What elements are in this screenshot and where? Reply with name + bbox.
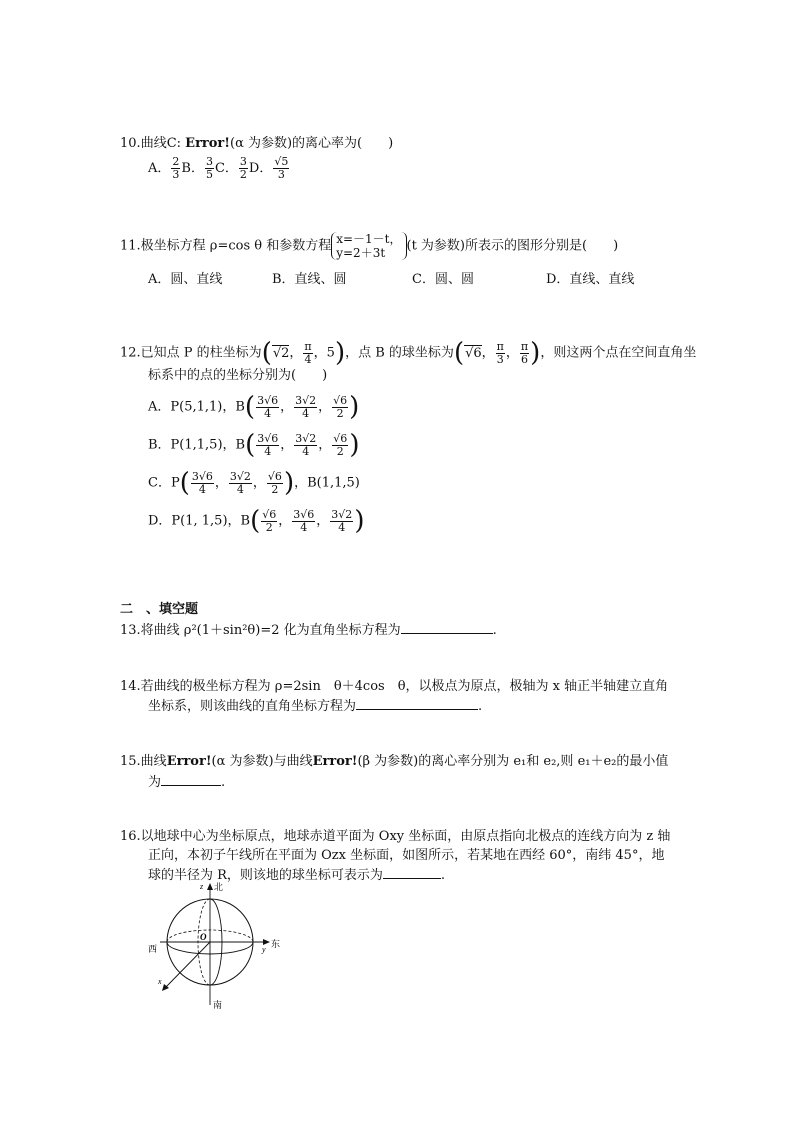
q11-eq1: x=－1－t，	[336, 232, 402, 246]
q16-answer-blank[interactable]	[383, 866, 441, 879]
q10-opt-d: D．	[248, 161, 273, 176]
q12-b-r: √6	[465, 345, 482, 361]
q10-number: 10.	[120, 136, 141, 151]
q11-stem-b: (t 为参数)所表示的图形分别是( )	[406, 238, 619, 254]
q12-p-r: √2	[272, 345, 290, 361]
q15-answer-blank[interactable]	[161, 773, 221, 786]
label-north: 北	[214, 883, 224, 893]
q11-opt-a: A．圆、直线	[148, 272, 223, 287]
q12-opt-b-label: B．P(1,1,5)，B	[148, 437, 246, 453]
q15-line2: 为 .	[148, 775, 226, 790]
q14-line1: 14.若曲线的极坐标方程为 ρ=2sin θ＋4cos θ，以极点为原点，极轴为 x 轴正半轴建立直角	[120, 679, 669, 694]
q10-frac-d: $\frac{√5}{3}$	[274, 155, 289, 181]
label-z: z	[200, 882, 204, 891]
q12-p-z: 5	[326, 345, 335, 361]
q10-stem	[120, 136, 393, 152]
label-x: x	[158, 977, 162, 986]
q12-opt-c-tail: ，B(1,1,5)	[294, 475, 360, 491]
q12-stem-a: 12.已知点 P 的柱坐标为	[120, 345, 262, 361]
label-east: 东	[271, 940, 281, 950]
q12-option-d: D．P(1, 1,5)，B( $\frac{√6}{2}$ ， $\frac{3√6}{4}$ ， $\frac{3√2}{4}$ )	[148, 506, 365, 536]
q16-line1: 16.以地球中心为坐标原点，地球赤道平面为 Oxy 坐标面，由原点指向北极点的连线方向为 z 轴	[120, 829, 671, 844]
q12-opt-c-label: C．P	[148, 475, 180, 491]
q12-b-theta2: $\frac{\pi}{6}$	[520, 339, 529, 366]
q12-p-theta: $\frac{\pi}{4}$	[304, 339, 312, 366]
q12-opt-d-label: D．P(1, 1,5)，B	[148, 513, 251, 529]
q12-b-theta1: $\frac{\pi}{3}$	[496, 339, 504, 366]
q15-error2: Error!	[312, 754, 358, 769]
q12-stem-c: ，则这两个点在空间直角坐	[540, 345, 697, 361]
q10-frac-b: $\frac{3}{5}$	[205, 155, 213, 181]
label-west: 西	[148, 945, 158, 955]
q10-opt-c: C．	[214, 161, 238, 176]
q14-answer-blank[interactable]	[356, 697, 478, 710]
x-axis	[165, 942, 210, 988]
q10-stem-b: (α 为参数)的离心率为( )	[230, 136, 394, 151]
q12-stem-line2: 标系中的点的坐标分别为( )	[148, 368, 328, 383]
q12-stem-b: ，点 B 的球坐标为	[345, 345, 454, 361]
q10-frac-a: $\frac{2}{3}$	[172, 155, 180, 181]
label-south: 南	[213, 1001, 223, 1010]
q12-opt-a-label: A．P(5,1,1)，B	[148, 399, 245, 415]
label-y: y	[262, 945, 266, 954]
q10-opt-b: B．	[181, 161, 204, 176]
q16-line2: 正向，本初子午线所在平面为 Ozx 坐标面，如图所示，若某地在西经 60°，南纬 45°，地	[148, 848, 665, 863]
q12-stem: 12.已知点 P 的柱坐标为(√2， $\frac{\pi}{4}$ ，5)，点 B 的球坐标为(√6， $\frac{\pi}{3}$ ， $\frac{\pi}{6}$ )，则这两个点在空间直角坐	[120, 338, 697, 368]
q13-text: 13.将曲线 ρ²(1＋sin²θ)=2 化为直角坐标方程为	[120, 623, 401, 638]
z-axis-arrow	[207, 883, 213, 890]
q12-option-c: C．P( $\frac{3√6}{4}$ ， $\frac{3√2}{4}$ ， $\frac{√6}{2}$ )，B(1,1,5)	[148, 468, 360, 498]
q11-opt-c: C．圆、圆	[412, 272, 474, 287]
q11-stem	[120, 232, 618, 260]
q11-opt-d: D．直线、直线	[546, 272, 635, 287]
q15-line1: 15.曲线Error!(α 为参数)与曲线Error!(β 为参数)的离心率分别为 e₁和 e₂,则 e₁＋e₂的最小值	[120, 754, 669, 769]
q11-opt-b: B．直线、圆	[272, 272, 347, 287]
q10-stem-a: 曲线C:	[140, 136, 182, 151]
q12-option-b: B．P(1,1,5)，B( $\frac{3√6}{4}$ ， $\frac{3√2}{4}$ ， $\frac{√6}{2}$ )	[148, 430, 360, 460]
q10-error: Error!	[185, 136, 230, 151]
q11-eq2: y=2＋3t	[336, 246, 386, 260]
q10-frac-c: $\frac{3}{2}$	[239, 155, 247, 181]
q11-stem-a: 11.极坐标方程 ρ=cos θ 和参数方程	[120, 238, 332, 254]
q15-error1: Error!	[166, 754, 212, 769]
label-o: O	[200, 932, 207, 942]
q10-opt-a: A．	[148, 161, 171, 176]
q13: 13.将曲线 ρ²(1＋sin²θ)=2 化为直角坐标方程为 .	[120, 623, 497, 638]
q16-line3: 球的半径为 R，则该地的球坐标可表示为 .	[148, 868, 446, 883]
section-title: 二 、填空题	[120, 602, 199, 617]
q14-line2: 坐标系，则该曲线的直角坐标方程为 .	[148, 699, 483, 714]
globe-figure	[140, 880, 300, 1010]
q10-options	[148, 156, 290, 181]
q12-option-a: A．P(5,1,1)，B( $\frac{3√6}{4}$ ， $\frac{3√2}{4}$ ， $\frac{√6}{2}$ )	[148, 392, 360, 422]
q11-param-system	[331, 232, 406, 260]
q13-answer-blank[interactable]	[401, 621, 493, 634]
